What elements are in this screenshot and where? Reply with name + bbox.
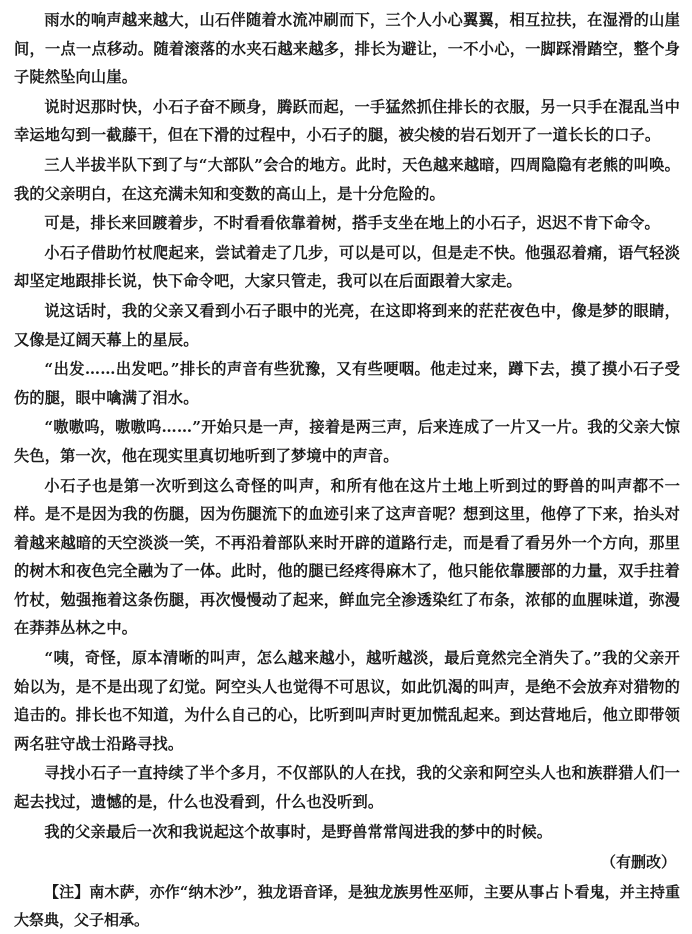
paragraph-1: 雨水的响声越来越大，山石伴随着水流冲刷而下，三个人小心翼翼，相互拉扶，在湿滑的山崖间，一点一点移动。随着滚落的水夹石越来越多，排长为避让，一不小心，一脚踩滑踏空，整个身子陡然坠向山崖。 — [14, 11, 680, 87]
paragraph-4: 可是，排长来回踱着步，不时看看依靠着树，搭手支坐在地上的小石子，迟迟不肯下命令。 — [44, 214, 660, 233]
paragraph-9: 小石子也是第一次听到这么奇怪的叫声，和所有他在这片土地上听到过的野兽的叫声都不一样。是不是因为我的伤腿，因为伤腿流下的血迹引来了这声音呢？想到这里，他停了下来，抬头对着越来越暗的天空淡淡一笑，不再沿着部队来时开辟的道路行走，而是看了看另外一个方向，那里的树木和夜色完全融为了一体。此时，他的腿已经疼得麻木了，他只能依靠腰部的力量，双手拄着竹杖，勉强拖着这条伤腿，再次慢慢动了起来，鲜血完全渗透染红了布条，浓郁的血腥味道，弥漫在莽莽丛林之中。 — [14, 476, 680, 638]
paragraph-6: 说这话时，我的父亲又看到小石子眼中的光亮，在这即将到来的茫茫夜色中，像是梦的眼睛，又像是辽阔天幕上的星辰。 — [14, 301, 680, 349]
footnote-annotation: 【注】南木萨，亦作“纳木沙”，独龙语音译，是独龙族男性巫师，主要从事占卜看鬼，并主持重大祭典，父子相承。 — [14, 883, 680, 930]
paragraph-12: 我的父亲最后一次和我说起这个故事时，是野兽常常闯进我的梦中的时候。 — [44, 822, 553, 841]
paragraph-7: “出发……出发吧。”排长的声音有些犹豫，又有些哽咽。他走过来，蹲下去，摸了摸小石子受伤的腿，眼中噙满了泪水。 — [14, 360, 680, 407]
paragraph-2: 说时迟那时快，小石子奋不顾身，腾跃而起，一手猛然抓住排长的衣服，另一只手在混乱当中幸运地勾到一截藤干，但在下滑的过程中，小石子的腿，被尖棱的岩石划开了一道长长的口子。 — [14, 97, 680, 145]
paragraph-5: 小石子借助竹杖爬起来，尝试着走了几步，可以是可以，但是走不快。他强忍着痛，语气轻淡却坚定地跟排长说，快下命令吧，大家只管走，我可以在后面跟着大家走。 — [14, 243, 680, 291]
paragraph-8: “嗷嗷呜，嗷嗷呜……”开始只是一声，接着是两三声，后来连成了一片又一片。我的父亲大惊失色，第一次，他在现实里真切地听到了梦境中的声音。 — [14, 418, 680, 465]
source-note: （有删改） — [600, 853, 676, 872]
paragraph-10: “咦，奇怪，原本清晰的叫声，怎么越来越小，越听越淡，最后竟然完全消失了。”我的父亲开始以为，是不是出现了幻觉。阿空头人也觉得不可思议，如此饥渴的叫声，是绝不会放弃对猎物的追击的。排长也不知道，为什么自己的心，比听到叫声时更加慌乱起来。到达营地后，他立即带领两名驻守战士沿路寻找。 — [14, 649, 680, 753]
paragraph-3: 三人半拔半队下到了与“大部队”会合的地方。此时，天色越来越暗，四周隐隐有老熊的叫唤。我的父亲明白，在这充满未知和变数的高山上，是十分危险的。 — [14, 155, 680, 203]
paragraph-11: 寻找小石子一直持续了半个多月，不仅部队的人在找，我的父亲和阿空头人也和族群猎人们一起去找过，遗憾的是，什么也没看到，什么也没听到。 — [14, 764, 680, 812]
